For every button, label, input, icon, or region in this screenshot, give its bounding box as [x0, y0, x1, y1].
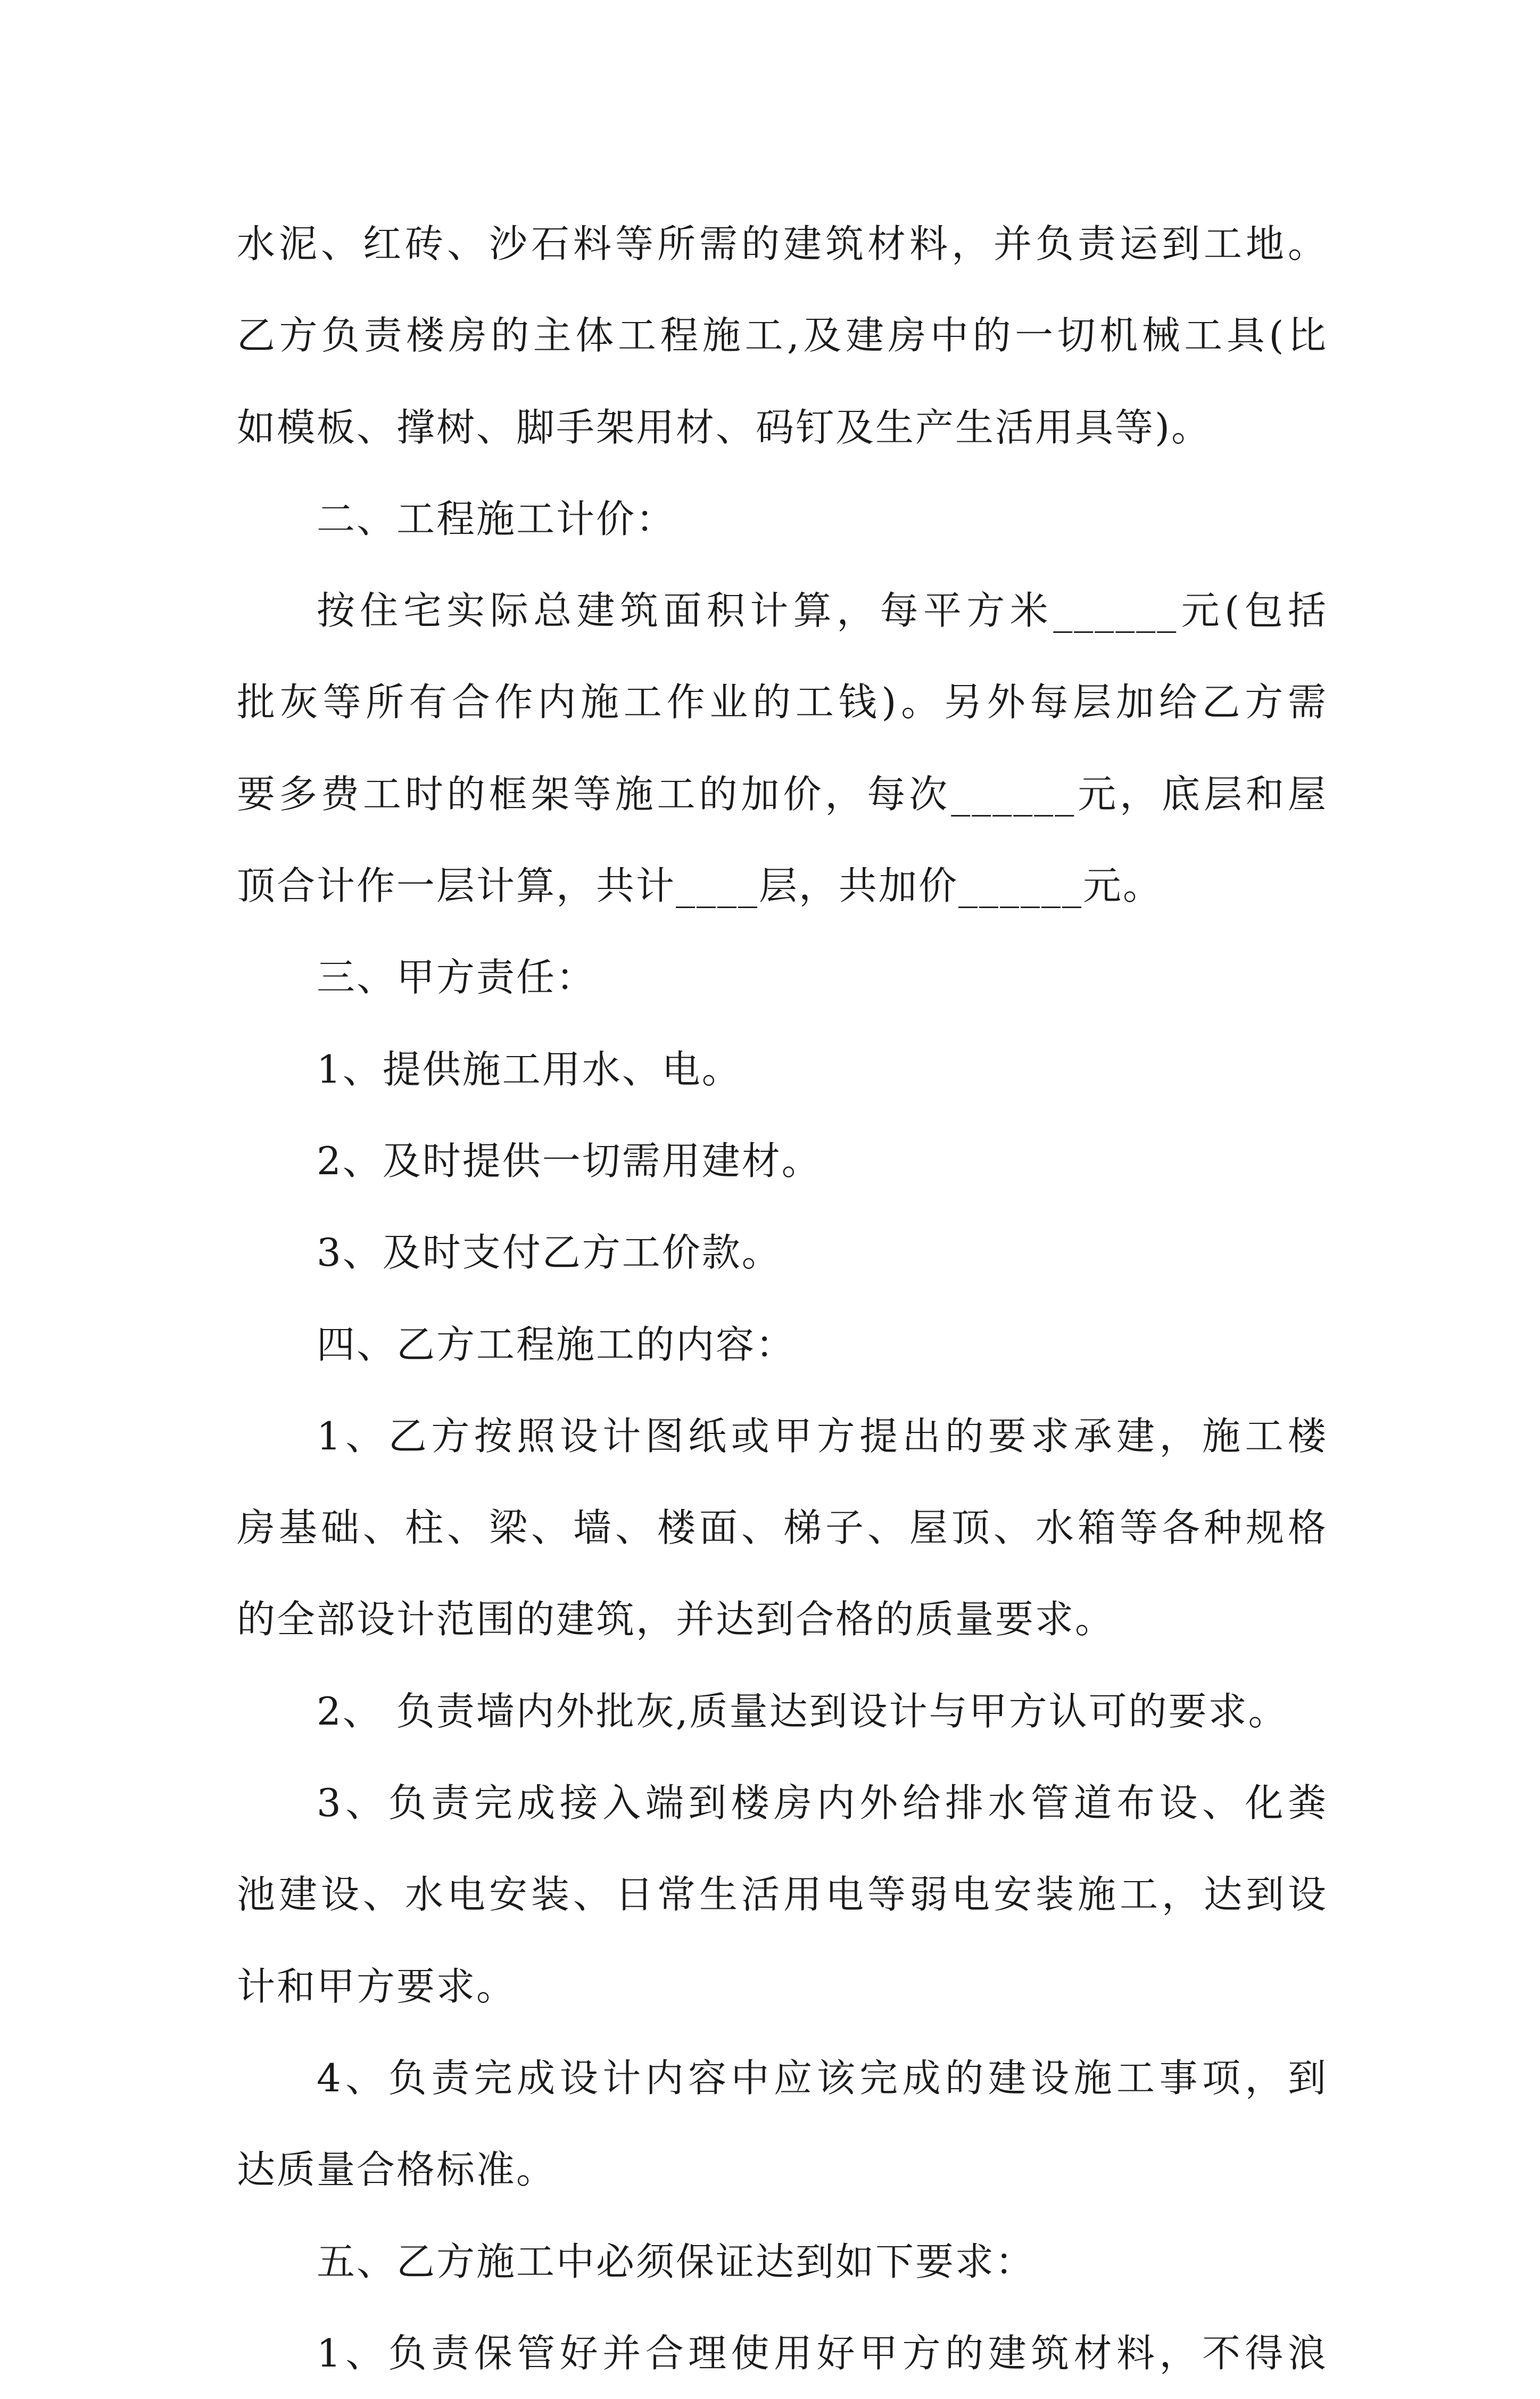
text-line: 如模板、撑树、脚手架用材、码钉及生产生活用具等)。: [237, 405, 1212, 450]
text-line: 的全部设计范围的建筑，并达到合格的质量要求。: [237, 1597, 1115, 1642]
text-line: 房基础、柱、梁、墙、楼面、梯子、屋顶、水箱等各种规格: [237, 1505, 1328, 1551]
text-line: 乙方负责楼房的主体工程施工,及建房中的一切机械工具(比: [237, 313, 1328, 358]
text-line: 按住宅实际总建筑面积计算，每平方米______元(包括: [317, 588, 1328, 633]
text-line: 计和甲方要求。: [237, 1964, 517, 2009]
list-item: 1、提供施工用水、电。: [317, 1046, 742, 1092]
section-heading: 四、乙方工程施工的内容：: [317, 1322, 796, 1367]
text-line: 达质量合格标准。: [237, 2147, 557, 2192]
text-line: 批灰等所有合作内施工作业的工钱)。另外每层加给乙方需: [237, 680, 1328, 725]
list-item: 3、负责完成接入端到楼房内外给排水管道布设、化粪: [317, 1780, 1328, 1826]
list-item: 1、乙方按照设计图纸或甲方提出的要求承建，施工楼: [317, 1413, 1328, 1458]
list-item: 3、及时支付乙方工价款。: [317, 1230, 782, 1275]
section-heading: 二、工程施工计价：: [317, 496, 676, 541]
list-item: 2、及时提供一切需用建材。: [317, 1138, 822, 1183]
section-heading: 三、甲方责任：: [317, 955, 597, 1000]
text-line: 水泥、红砖、沙石料等所需的建筑材料，并负责运到工地。: [237, 221, 1328, 266]
section-heading: 五、乙方施工中必须保证达到如下要求：: [317, 2239, 1036, 2284]
list-item: 1、负责保管好并合理使用好甲方的建筑材料，不得浪: [317, 2330, 1328, 2376]
list-item: 4、负责完成设计内容中应该完成的建设施工事项，到: [317, 2055, 1328, 2100]
text-line: 池建设、水电安装、日常生活用电等弱电安装施工，达到设: [237, 1872, 1328, 1917]
text-line: 顶合计作一层计算，共计____层，共加价______元。: [237, 863, 1163, 909]
document-body: [237, 198, 1328, 2399]
list-item: 2、 负责墙内外批灰,质量达到设计与甲方认可的要求。: [317, 1688, 1288, 1734]
text-line: 要多费工时的框架等施工的加价，每次______元，底层和屋: [237, 771, 1328, 817]
